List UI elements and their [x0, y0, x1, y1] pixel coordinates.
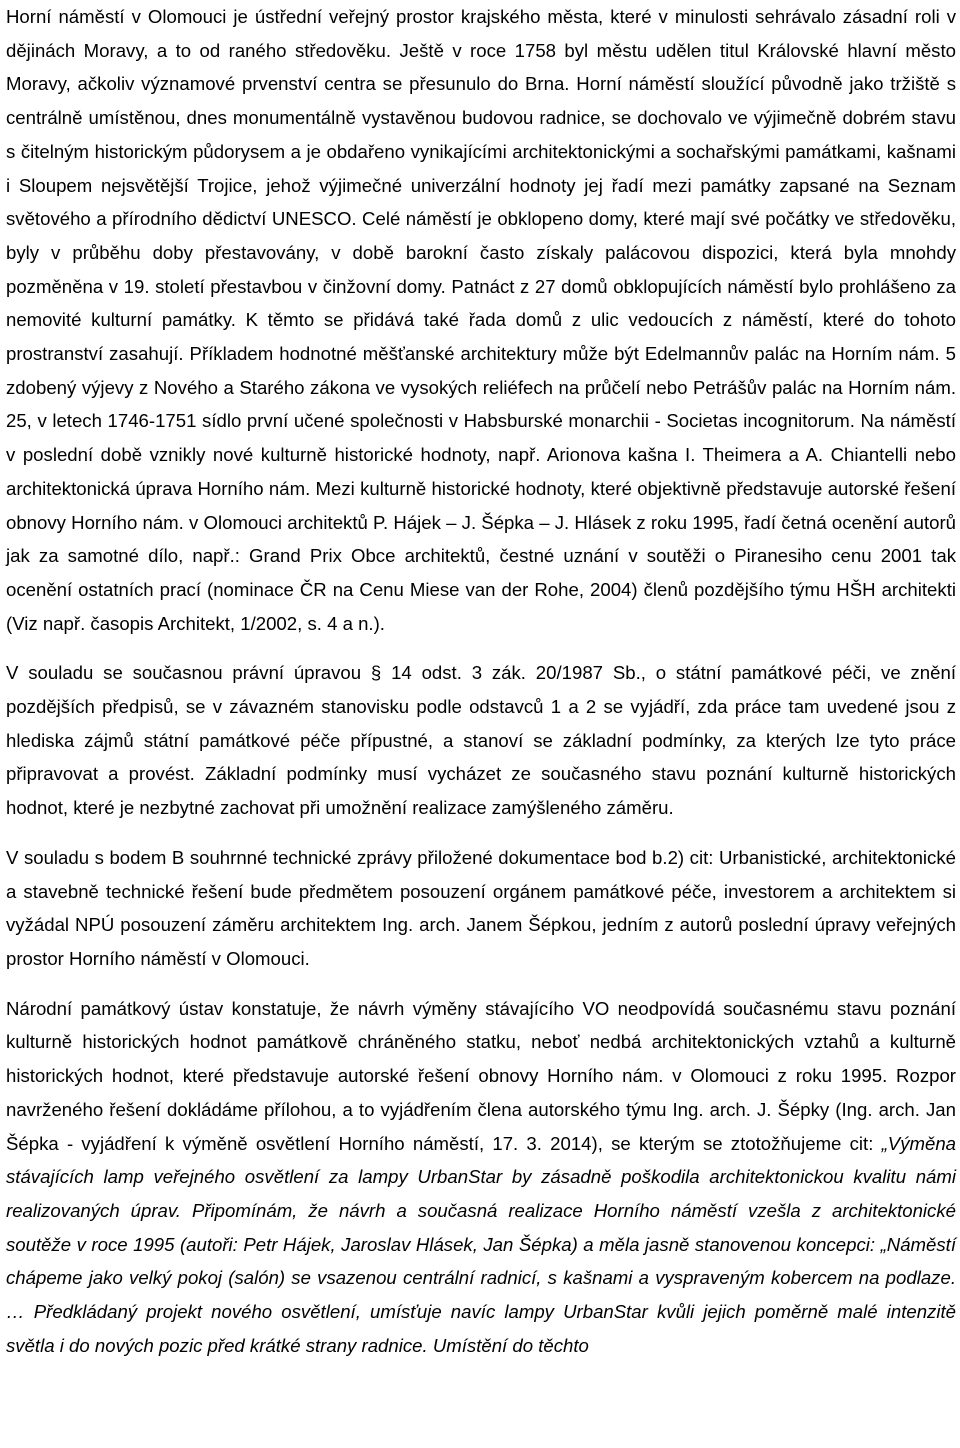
paragraph-conclusion	[6, 992, 956, 1363]
paragraph-text: V souladu se současnou právní úpravou § 14 odst. 3 zák. 20/1987 Sb., o státní památkové péči, ve znění pozdějších předpisů, se v závazném stanovisku podle odstavců 1 a 2 se vyjádří, zda práce tam uvedené jsou z hlediska zájmů státní památkové péče přípustné, a stanoví se základní podmínky, za kterých lze tyto práce připravovat a provést. Základní podmínky musí vycházet ze současného stavu poznání kulturně historických hodnot, které je nezbytné zachovat při umožnění realizace zamýšleného záměru.	[6, 662, 956, 819]
paragraph-history	[6, 0, 956, 640]
paragraph-text: Národní památkový ústav konstatuje, že návrh výměny stávajícího VO neodpovídá současnému stavu poznání kulturně historických hodnot památkově chráněného statku, neboť nedbá architektonických vztahů a kulturně historických hodnot, které představuje autorské řešení obnovy Horního nám. v Olomouci z roku 1995. Rozpor navrženého řešení dokládáme přílohou, a to vyjádřením člena autorského týmu Ing. arch. J. Šépky (Ing. arch. Jan Šépka - vyjádření k výměně osvětlení Horního náměstí, 17. 3. 2014), se kterým se ztotožňujeme cit:	[6, 997, 956, 1154]
document-page	[6, 0, 956, 1362]
paragraph-legal-basis	[6, 656, 956, 825]
paragraph-text: Horní náměstí v Olomouci je ústřední veřejný prostor krajského města, které v minulosti sehrávalo zásadní roli v dějinách Moravy, a to od raného středověku. Ještě v roce 1758 byl městu udělen titul Královské hlavní město Moravy, ačkoliv významové prvenství centra se přesunulo do Brna. Horní náměstí sloužící původně jako tržiště s centrálně umístěnou, dnes monumentálně vystavěnou budovou radnice, se dochovalo ve výjimečně dobrém stavu s čitelným historickým půdorysem a je obdařeno vynikajícími architektonickými a sochařskými památkami, kašnami i Sloupem nejsvětější Trojice, jehož výjimečné univerzální hodnoty jej řadí mezi památky zapsané na Seznam světového a přírodního dědictví UNESCO. Celé náměstí je obklopeno domy, které mají své počátky ve středověku, byly v průběhu doby přestavovány, v době barokní často získaly palácovou dispozici, která byla mnohdy pozměněna v 19. století přestavbou v činžovní domy. Patnáct z 27 domů obklopujících náměstí bylo prohlášeno za nemovité kulturní památky. K těmto se přidává také řada domů z ulic vedoucích z náměstí, které do tohoto prostranství zasahují. Příkladem hodnotné měšťanské architektury může být Edelmannův palác na Horním nám. 5 zdobený výjevy z Nového a Starého zákona ve vysokých reliéfech na průčelí nebo Petrášův palác na Horním nám. 25, v letech 1746-1751 sídlo první učené společnosti v Habsburské monarchii - Societas incognitorum. Na náměstí v poslední době vznikly nové kulturně historické hodnoty, např. Arionova kašna I. Theimera a A. Chiantelli nebo architektonická úprava Horního nám. Mezi kulturně historické hodnoty, které objektivně představuje autorské řešení obnovy Horního nám. v Olomouci architektů P. Hájek – J. Šépka – J. Hlásek z roku 1995, řadí četná ocenění autorů jak za samotné dílo, např.: Grand Prix Obce architektů, čestné uznání v soutěži o Piranesiho cenu 2001 tak ocenění ostatních prací (nominace ČR na Cenu Miese van der Rohe, 2004) členů pozdějšího týmu HŠH architekti (Viz např. časopis Architekt, 1/2002, s. 4 a n.).	[6, 6, 956, 634]
quoted-statement: „Výměna stávajících lamp veřejného osvětlení za lampy UrbanStar by zásadně poškodila architektonickou kvalitu námi realizovaných úprav. Připomínám, že návrh a současná realizace Horního náměstí vzešla z architektonické soutěže v roce 1995 (autoři: Petr Hájek, Jaroslav Hlásek, Jan Šépka) a měla jasně stanovenou koncepci: „Náměstí chápeme jako velký pokoj (salón) se vsazenou centrální radnicí, s kašnami a vyspraveným kobercem na podlaze. … Předkládaný projekt nového osvětlení, umísťuje navíc lampy UrbanStar kvůli jejich poměrně malé intenzitě světla i do nových pozic před krátké strany radnice. Umístění do těchto	[6, 1132, 956, 1356]
paragraph-technical-report	[6, 841, 956, 976]
paragraph-text: V souladu s bodem B souhrnné technické zprávy přiložené dokumentace bod b.2) cit: Urbanistické, architektonické a stavebně technické řešení bude předmětem posouzení orgánem památkové péče, investorem a architektem si vyžádal NPÚ posouzení záměru architektem Ing. arch. Janem Šépkou, jedním z autorů poslední úpravy veřejných prostor Horního náměstí v Olomouci.	[6, 846, 956, 969]
